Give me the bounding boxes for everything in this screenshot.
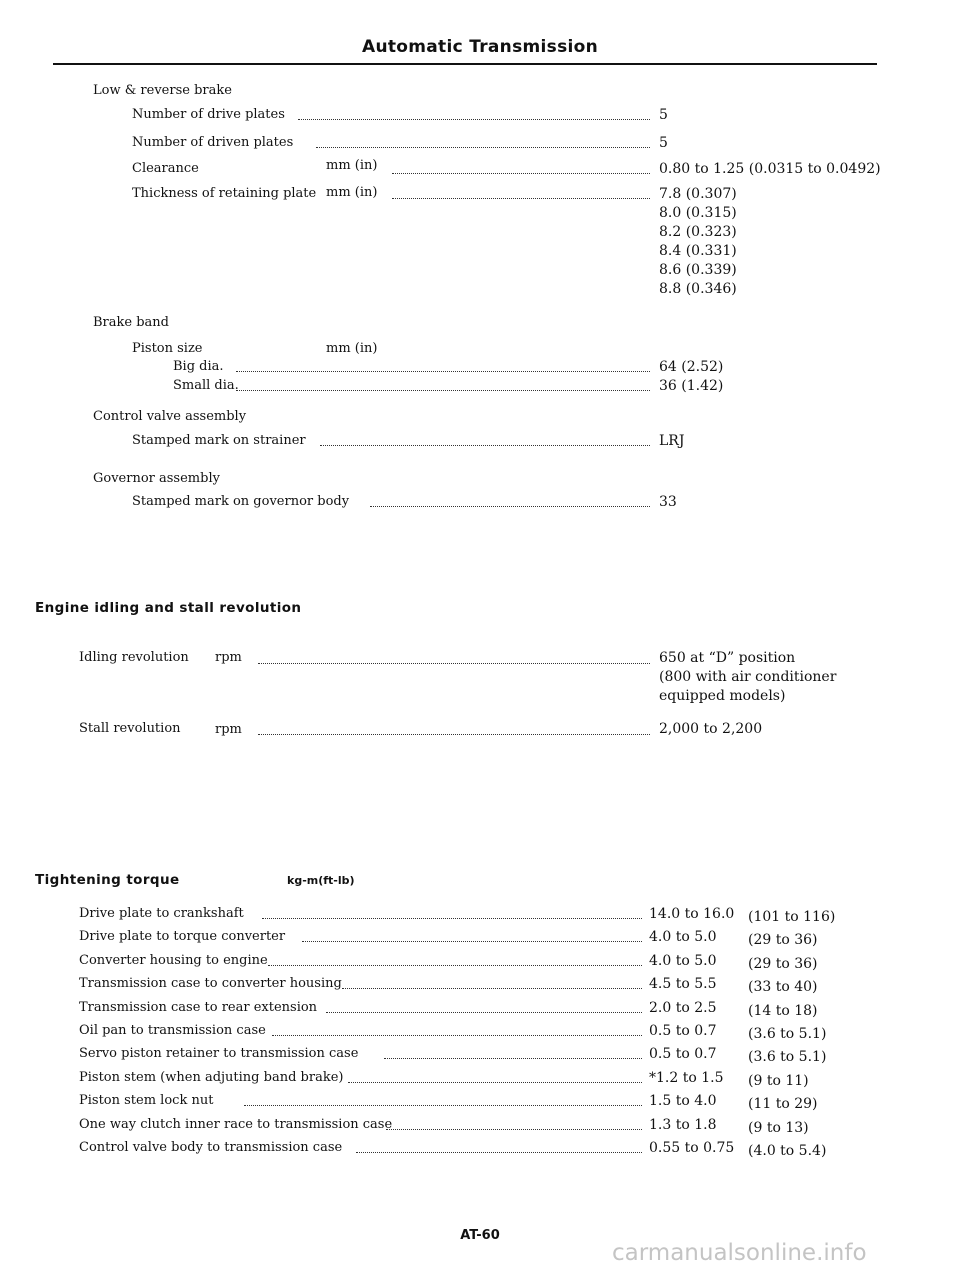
governor-heading: Governor assembly <box>93 471 220 486</box>
drive-plates-label: Number of drive plates <box>132 107 285 122</box>
torque-row-imperial: (11 to 29) <box>748 1096 818 1112</box>
watermark: carmanualsonline.info <box>612 1240 867 1266</box>
torque-row-imperial: (9 to 13) <box>748 1120 809 1136</box>
page-number: AT-60 <box>460 1228 500 1243</box>
retaining-plate-value: 8.8 (0.346) <box>659 281 737 297</box>
leader-dots <box>236 389 650 391</box>
leader-dots <box>384 1057 642 1059</box>
stall-unit: rpm <box>215 722 242 737</box>
small-dia-value: 36 (1.42) <box>659 378 724 394</box>
torque-row-imperial: (101 to 116) <box>748 909 836 925</box>
torque-row-metric: 4.0 to 5.0 <box>649 929 717 945</box>
torque-row-label: Drive plate to crankshaft <box>79 906 244 921</box>
torque-row-imperial: (33 to 40) <box>748 979 818 995</box>
retaining-plate-value: 8.2 (0.323) <box>659 224 737 240</box>
torque-row-metric: 14.0 to 16.0 <box>649 906 735 922</box>
retaining-plate-value: 8.0 (0.315) <box>659 205 737 221</box>
leader-dots <box>298 118 650 120</box>
torque-row-metric: 1.5 to 4.0 <box>649 1093 717 1109</box>
torque-row-imperial: (29 to 36) <box>748 956 818 972</box>
low-reverse-brake-heading: Low & reverse brake <box>93 83 232 98</box>
leader-dots <box>262 917 642 919</box>
piston-size-label: Piston size <box>132 341 203 356</box>
torque-row-metric: 0.5 to 0.7 <box>649 1023 717 1039</box>
driven-plates-label: Number of driven plates <box>132 135 294 150</box>
torque-row-label: Drive plate to torque converter <box>79 929 286 944</box>
big-dia-value: 64 (2.52) <box>659 359 724 375</box>
torque-row-label: Transmission case to converter housing <box>79 976 342 991</box>
torque-row-imperial: (9 to 11) <box>748 1073 809 1089</box>
idling-value-line: equipped models) <box>659 688 786 704</box>
torque-row-label: Converter housing to engine <box>79 953 268 968</box>
torque-row-label: Control valve body to transmission case <box>79 1140 343 1155</box>
leader-dots <box>316 146 650 148</box>
governor-body-label: Stamped mark on governor body <box>132 494 350 509</box>
strainer-value: LRJ <box>659 433 685 449</box>
torque-row-label: One way clutch inner race to transmission case <box>79 1117 393 1132</box>
leader-dots <box>342 987 642 989</box>
leader-dots <box>302 940 642 942</box>
clearance-unit: mm (in) <box>326 158 378 173</box>
leader-dots <box>236 370 650 372</box>
leader-dots <box>268 964 642 966</box>
strainer-label: Stamped mark on strainer <box>132 433 306 448</box>
leader-dots <box>258 733 650 735</box>
drive-plates-value: 5 <box>659 107 668 123</box>
retaining-plate-value: 8.4 (0.331) <box>659 243 737 259</box>
torque-row-imperial: (14 to 18) <box>748 1003 818 1019</box>
torque-row-imperial: (3.6 to 5.1) <box>748 1026 827 1042</box>
torque-section-title: Tightening torque <box>35 872 180 888</box>
brake-band-heading: Brake band <box>93 315 169 330</box>
leader-dots <box>258 662 650 664</box>
torque-unit: kg-m(ft-lb) <box>287 874 355 887</box>
governor-body-value: 33 <box>659 494 677 510</box>
torque-row-label: Oil pan to transmission case <box>79 1023 266 1038</box>
leader-dots <box>348 1081 642 1083</box>
torque-row-label: Piston stem lock nut <box>79 1093 214 1108</box>
torque-row-label: Servo piston retainer to transmission case <box>79 1046 359 1061</box>
page-header: Automatic Transmission <box>362 37 598 57</box>
small-dia-label: Small dia. <box>173 378 239 393</box>
torque-row-metric: 1.3 to 1.8 <box>649 1117 717 1133</box>
retaining-plate-value: 8.6 (0.339) <box>659 262 737 278</box>
retaining-plate-label: Thickness of retaining plate <box>132 186 317 201</box>
leader-dots <box>272 1034 642 1036</box>
torque-row-label: Piston stem (when adjuting band brake) <box>79 1070 344 1085</box>
idling-value-line: (800 with air conditioner <box>659 669 837 685</box>
control-valve-heading: Control valve assembly <box>93 409 247 424</box>
leader-dots <box>392 172 650 174</box>
torque-row-metric: 0.5 to 0.7 <box>649 1046 717 1062</box>
header-rule <box>53 63 877 65</box>
driven-plates-value: 5 <box>659 135 668 151</box>
torque-row-imperial: (29 to 36) <box>748 932 818 948</box>
torque-row-imperial: (3.6 to 5.1) <box>748 1049 827 1065</box>
idling-label: Idling revolution <box>79 650 189 665</box>
leader-dots <box>326 1011 642 1013</box>
stall-value: 2,000 to 2,200 <box>659 721 763 737</box>
big-dia-label: Big dia. <box>173 359 224 374</box>
leader-dots <box>244 1104 642 1106</box>
torque-row-metric: 0.55 to 0.75 <box>649 1140 735 1156</box>
torque-row-metric: 4.0 to 5.0 <box>649 953 717 969</box>
idling-section-title: Engine idling and stall revolution <box>35 600 302 616</box>
clearance-value: 0.80 to 1.25 (0.0315 to 0.0492) <box>659 161 881 177</box>
torque-row-metric: 2.0 to 2.5 <box>649 1000 717 1016</box>
leader-dots <box>320 444 650 446</box>
torque-row-label: Transmission case to rear extension <box>79 1000 318 1015</box>
stall-label: Stall revolution <box>79 721 181 736</box>
piston-size-unit: mm (in) <box>326 341 378 356</box>
idling-value-line: 650 at “D” position <box>659 650 796 666</box>
clearance-label: Clearance <box>132 161 199 176</box>
idling-unit: rpm <box>215 650 242 665</box>
retaining-plate-value: 7.8 (0.307) <box>659 186 737 202</box>
leader-dots <box>356 1151 642 1153</box>
leader-dots <box>370 505 650 507</box>
torque-row-metric: *1.2 to 1.5 <box>649 1070 724 1086</box>
leader-dots <box>392 197 650 199</box>
torque-row-metric: 4.5 to 5.5 <box>649 976 717 992</box>
torque-row-imperial: (4.0 to 5.4) <box>748 1143 827 1159</box>
leader-dots <box>386 1128 642 1130</box>
retaining-plate-unit: mm (in) <box>326 185 378 200</box>
